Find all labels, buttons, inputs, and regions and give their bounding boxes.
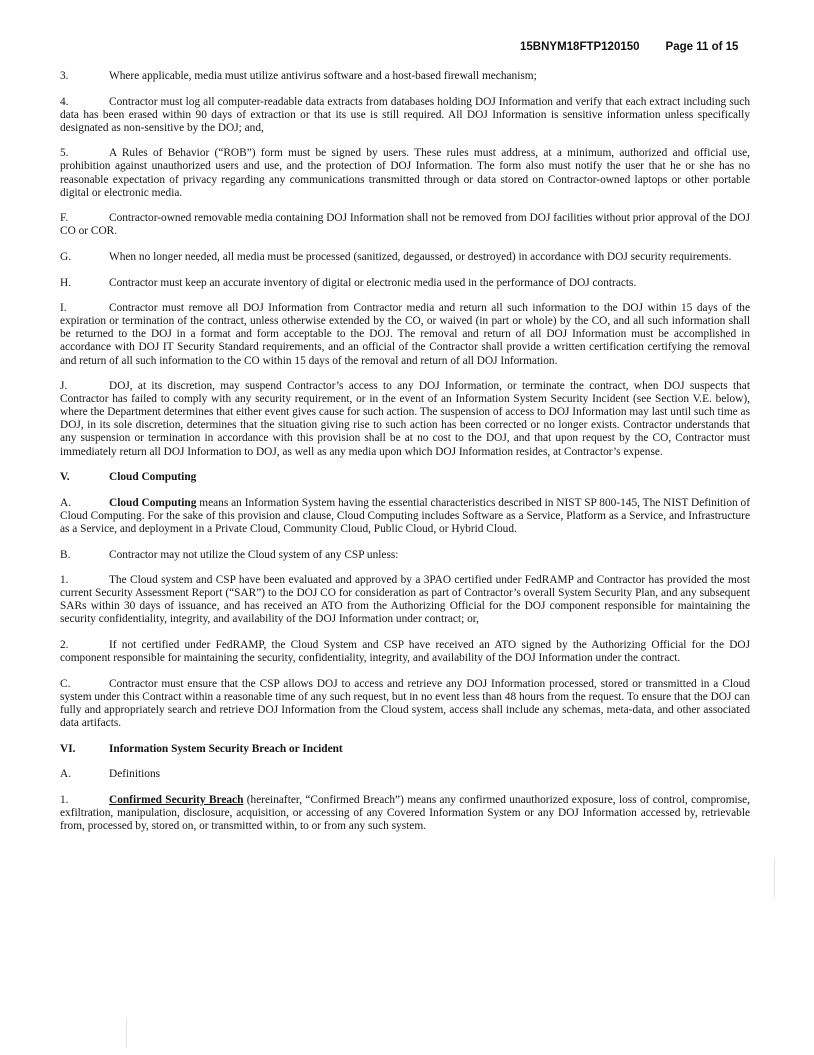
paragraph-text: means an Information System having the essential characteristics described in NIST SP 800-145, The NIST Definition of Cloud Computing. For the sake of this provision and clause, Cloud Computing includes Software as a Service, Platform as a Service, and Infrastructure as a Service, and deployment in a Private Cloud, Community Cloud, Public Cloud, or Hybrid Cloud. (60, 496, 751, 535)
paragraph-number: A. (60, 496, 72, 509)
defined-term: Cloud Computing (109, 496, 197, 509)
scan-artifact (774, 858, 775, 898)
paragraph-text: Contractor-owned removable media containing DOJ Information shall not be removed from DOJ facilities without prior approval of the DOJ CO or COR. (60, 212, 750, 238)
paragraph-text: Contractor may not utilize the Cloud system of any CSP unless: (109, 548, 399, 561)
paragraph-text: Definitions (109, 768, 161, 781)
paragraph-number: 1. (60, 793, 69, 806)
paragraph-h (60, 277, 750, 290)
paragraph-text: Contractor must log all computer-readable data extracts from databases holding DOJ Information and verify that each extract including such data has been erased within 90 days of extraction or that its use is still required. All DOJ Information is sensitive information unless specifically designated as non-sensitive by the DOJ; and, (60, 95, 750, 134)
paragraph-number: 3. (60, 70, 69, 82)
paragraph-number: C. (60, 677, 71, 690)
paragraph-f (60, 212, 750, 238)
paragraph-text: Contractor must keep an accurate inventory of digital or electronic media used in the performance of DOJ contracts. (109, 276, 637, 289)
section-title: Information System Security Breach or Incident (109, 742, 343, 755)
paragraph-number: 4. (60, 95, 69, 108)
paragraph-text: When no longer needed, all media must be processed (sanitized, degaussed, or destroyed) in accordance with DOJ security requirements. (109, 250, 732, 263)
page-number: Page 11 of 15 (665, 41, 739, 53)
paragraph-text: If not certified under FedRAMP, the Cloud System and CSP have received an ATO signed by the Authorizing Official for the DOJ component responsible for maintaining the security, confidentiality, integrity, and availability of the DOJ Information under the contract. (60, 639, 750, 665)
paragraph-text: DOJ, at its discretion, may suspend Contractor’s access to any DOJ Information, or terminate the contract, when DOJ suspects that Contractor has failed to comply with any security requirement, or in the event of an Information System Security Incident (see Section V.E. below), where the Department determines that either event gives cause for such action. The suspension of access to DOJ Information may last until such time as DOJ, in its sole discretion, determines that the situation giving rise to such action has been corrected or no longer exists. Contractor understands that any suspension or termination in accordance with this provision shall be at no cost to the DOJ, and that upon request by the CO, Contractor must immediately return all DOJ Information to DOJ, as well as any media upon which DOJ Information resides, at Contractor’s expense. (60, 380, 750, 458)
paragraph-3 (60, 70, 750, 83)
paragraph-v-b1 (60, 574, 750, 626)
paragraph-text: (hereinafter, “Confirmed Breach”) means any confirmed unauthorized exposure, loss of control, compromise, exfiltration, manipulation, disclosure, acquisition, or accessing of any Covered Information System or any DOJ Information accessed by, retrievable from, processed by, stored on, or transmitted within, to or from any such system. (60, 793, 750, 832)
section-title: Cloud Computing (109, 471, 197, 484)
section-vi-heading (60, 743, 750, 756)
page-header (520, 41, 738, 53)
document-body (60, 70, 750, 846)
paragraph-4 (60, 96, 750, 135)
section-number: VI. (60, 742, 76, 755)
paragraph-number: I. (60, 302, 67, 315)
paragraph-text: A Rules of Behavior (“ROB”) form must be signed by users. These rules must address, at a minimum, authorized and official use, prohibition against unauthorized users and use, and the protection of DOJ Information. The form also must notify the user that he or she has no reasonable expectation of privacy regarding any communications transmitted through or data stored on Contractor-owned laptops or other portable digital or electronic media. (60, 147, 750, 199)
paragraph-v-c (60, 678, 750, 730)
paragraph-number: A. (60, 768, 72, 781)
paragraph-text: The Cloud system and CSP have been evaluated and approved by a 3PAO certified under FedRAMP and Contractor has provided the most current Security Assessment Report (“SAR”) to the DOJ CO for consideration as part of Contractor’s overall System Security Plan, and any subsequent SARs within 30 days of issuance, and has received an ATO from the Authorizing Official for the DOJ component responsible for maintaining the security confidentiality, integrity, and availability of the DOJ Information under contract; or, (60, 574, 750, 626)
paragraph-text: Where applicable, media must utilize antivirus software and a host-based firewall mechanism; (109, 70, 537, 82)
paragraph-number: G. (60, 250, 72, 263)
paragraph-number: F. (60, 212, 69, 225)
paragraph-number: 2. (60, 639, 69, 651)
paragraph-text: Contractor must remove all DOJ Information from Contractor media and return all such information to the DOJ within 15 days of the expiration or termination of the contract, unless otherwise extended by the CO, or waived (in part or whole) by the CO, and all such information shall be returned to the DOJ in a format and form acceptable to the DOJ. The removal and return of all DOJ Information must be accomplished in accordance with DOJ IT Security Standard requirements, and an official of the Contractor shall provide a written certification certifying the removal and return of all such information to the CO within 15 days of the removal and return of all DOJ Information. (60, 302, 750, 367)
paragraph-number: H. (60, 276, 72, 289)
paragraph-v-b2 (60, 639, 750, 665)
paragraph-j (60, 380, 750, 459)
defined-term: Confirmed Security Breach (109, 793, 244, 806)
section-v-heading (60, 471, 750, 484)
paragraph-v-a (60, 497, 750, 536)
paragraph-i (60, 302, 750, 367)
paragraph-number: 1. (60, 574, 69, 587)
paragraph-g (60, 251, 750, 264)
paragraph-number: B. (60, 548, 71, 561)
paragraph-vi-a1 (60, 794, 750, 833)
paragraph-text: Contractor must ensure that the CSP allows DOJ to access and retrieve any DOJ Information processed, stored or transmitted in a Cloud system under this Contract within a reasonable time of any such request, but in no event less than 48 hours from the request. To ensure that the DOJ can fully and appropriately search and retrieve DOJ Information from the Cloud system, access shall include any schemas, meta-data, and other associated data artifacts. (60, 677, 750, 729)
document-id: 15BNYM18FTP120150 (520, 41, 640, 53)
paragraph-number: J. (60, 380, 68, 393)
paragraph-vi-a (60, 768, 750, 781)
paragraph-v-b (60, 549, 750, 562)
section-number: V. (60, 471, 70, 484)
paragraph-number: 5. (60, 147, 69, 160)
paragraph-5 (60, 147, 750, 199)
scan-artifact (126, 1018, 127, 1048)
